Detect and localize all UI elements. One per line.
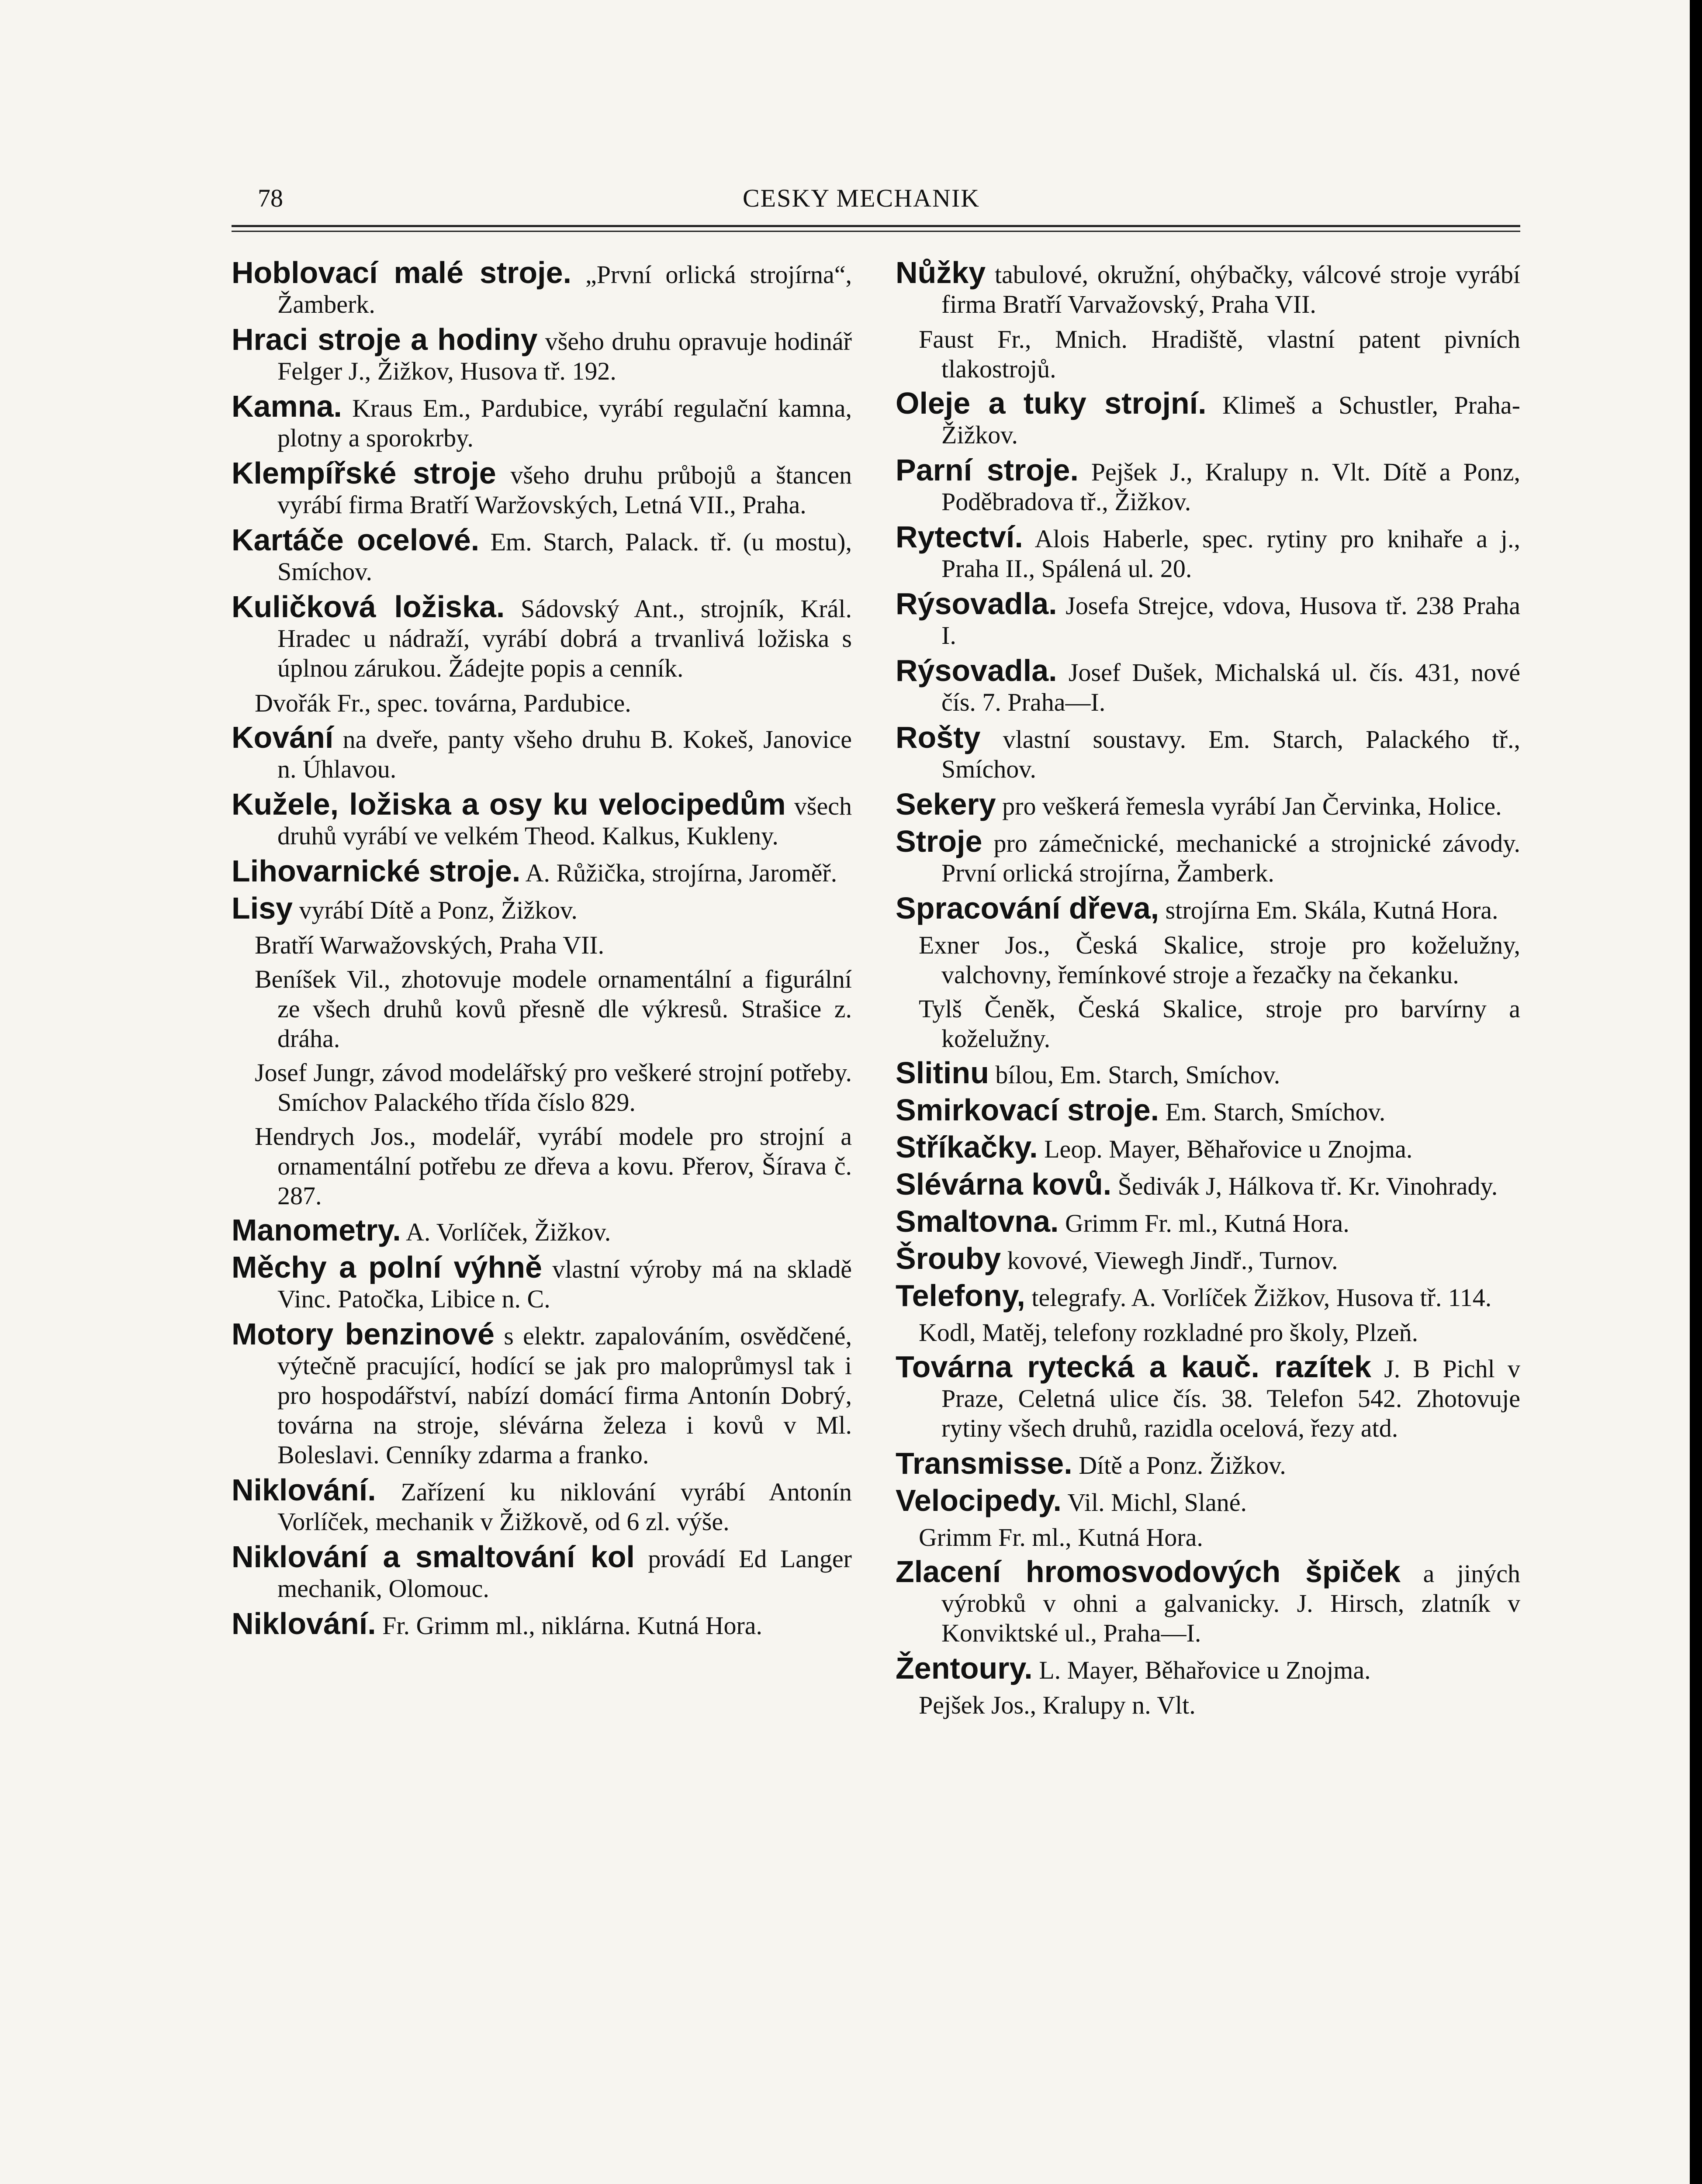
left-column	[232, 258, 852, 1646]
entry-text: Dvořák Fr., spec. továrna, Pardubice.	[255, 689, 631, 717]
entry-text: Hendrych Jos., modelář, vyrábí modele pro strojní a ornamentální potřebu ze dřeva a kovu. Přerov, Šírava č. 287.	[255, 1122, 852, 1210]
directory-entry	[232, 391, 852, 453]
entry-keyword: Rytectví.	[896, 520, 1023, 554]
entry-keyword: Rošty	[896, 720, 981, 754]
entry-text: provádí Ed Langer mechanik, Olomouc.	[277, 1545, 852, 1603]
entry-text: Josefa Strejce, vdova, Husova tř. 238 Praha I.	[941, 591, 1520, 650]
entry-keyword: Zlacení hromosvodových špiček	[896, 1555, 1401, 1589]
directory-entry	[232, 525, 852, 587]
directory-sub-entry	[232, 964, 852, 1054]
entry-keyword: Smirkovací stroje.	[896, 1093, 1159, 1127]
directory-sub-entry	[232, 688, 852, 718]
entry-text: Pejšek Jos., Kralupy n. Vlt.	[919, 1691, 1196, 1719]
entry-text: vlastní výroby má na skladě Vinc. Patočka, Libice n. C.	[277, 1255, 852, 1313]
entry-text: vyrábí Dítě a Ponz, Žižkov.	[293, 896, 578, 924]
directory-entry	[232, 1215, 852, 1247]
directory-entry	[896, 789, 1520, 821]
header-rule	[232, 225, 1520, 227]
directory-entry	[896, 826, 1520, 888]
entry-text: „První orlická strojírna“, Žamberk.	[277, 260, 852, 318]
entry-text: Zařízení ku niklování vyrábí Antonín Vorlíček, mechanik v Žižkově, od 6 zl. výše.	[277, 1478, 852, 1536]
entry-keyword: Stroje	[896, 824, 982, 858]
entry-text: pro zámečnické, mechanické a strojnické závody. První orlická strojírna, Žamberk.	[941, 829, 1520, 887]
directory-sub-entry	[896, 325, 1520, 384]
directory-entry	[232, 722, 852, 784]
header-rule-thin	[232, 231, 1520, 232]
entry-text: Grimm Fr. ml., Kutná Hora.	[1059, 1209, 1349, 1237]
entry-keyword: Velocipedy.	[896, 1483, 1062, 1517]
entry-keyword: Niklování.	[232, 1473, 376, 1507]
entry-text: Pejšek J., Kralupy n. Vlt. Dítě a Ponz, Poděbradova tř., Žižkov.	[941, 458, 1520, 516]
directory-sub-entry	[232, 1122, 852, 1211]
page-header	[232, 183, 1520, 218]
entry-text: Em. Starch, Palack. tř. (u mostu), Smíchov.	[277, 528, 852, 586]
directory-entry	[896, 1448, 1520, 1480]
directory-sub-entry	[232, 1058, 852, 1117]
entry-text: tabulové, okružní, ohýbačky, válcové stroje vyrábí firma Bratří Varvažovský, Praha VII.	[941, 260, 1520, 318]
entry-keyword: Kužele, ložiska a osy ku velocipedům	[232, 787, 786, 821]
entry-keyword: Slévárna kovů.	[896, 1167, 1112, 1201]
page-number: 78	[258, 184, 283, 212]
directory-entry	[896, 1169, 1520, 1201]
directory-entry	[232, 458, 852, 520]
entry-text: Vil. Michl, Slané.	[1061, 1488, 1247, 1517]
directory-entry	[232, 1252, 852, 1314]
entry-keyword: Hoblovací malé stroje.	[232, 256, 572, 290]
entry-keyword: Sekery	[896, 787, 996, 821]
entry-text: Dítě a Ponz. Žižkov.	[1072, 1451, 1286, 1479]
directory-entry	[896, 1352, 1520, 1443]
entry-keyword: Manometry.	[232, 1213, 401, 1247]
entry-text: strojírna Em. Skála, Kutná Hora.	[1159, 896, 1498, 924]
directory-entry	[896, 258, 1520, 319]
entry-text: vlastní soustavy. Em. Starch, Palackého tř., Smíchov.	[941, 725, 1520, 783]
entry-text: Bratří Warwažovských, Praha VII.	[255, 931, 605, 959]
directory-entry	[896, 653, 1520, 717]
entry-keyword: Klempířské stroje	[232, 456, 496, 490]
entry-keyword: Nůžky	[896, 256, 986, 290]
entry-text: a jiných výrobků v ohni a galvanicky. J. Hirsch, zlatník v Konviktské ul., Praha—I.	[941, 1559, 1521, 1647]
entry-text: kovové, Viewegh Jindř., Turnov.	[1001, 1246, 1338, 1275]
entry-text: telegrafy. A. Vorlíček Žižkov, Husova tř. 114.	[1025, 1283, 1492, 1312]
directory-entry	[896, 893, 1520, 925]
directory-sub-entry	[896, 1318, 1520, 1348]
entry-keyword: Parní stroje.	[896, 453, 1079, 487]
directory-entry	[232, 789, 852, 851]
entry-keyword: Stříkačky.	[896, 1130, 1038, 1164]
entry-keyword: Kartáče ocelové.	[232, 523, 480, 557]
entry-text: Faust Fr., Mnich. Hradiště, vlastní patent pivních tlakostrojů.	[919, 325, 1520, 383]
entry-text: Kraus Em., Pardubice, vyrábí regulační kamna, plotny a sporokrby.	[277, 394, 852, 452]
entry-keyword: Rýsovadla.	[896, 587, 1057, 621]
directory-entry	[896, 1058, 1520, 1090]
directory-entry	[896, 388, 1520, 450]
entry-text: Klimeš a Schustler, Praha-Žižkov.	[941, 391, 1520, 449]
entry-keyword: Niklování.	[232, 1607, 376, 1641]
directory-entry	[232, 322, 852, 386]
directory-entry	[232, 1609, 852, 1641]
right-column	[896, 258, 1520, 1724]
entry-keyword: Transmisse.	[896, 1446, 1072, 1480]
directory-sub-entry	[896, 930, 1520, 990]
entry-keyword: Niklování a smaltování kol	[232, 1540, 635, 1574]
directory-entry	[896, 1241, 1520, 1275]
directory-sub-entry	[896, 1523, 1520, 1552]
directory-entry	[896, 1483, 1520, 1517]
directory-entry	[896, 1206, 1520, 1238]
entry-keyword: Slitinu	[896, 1056, 989, 1090]
directory-entry	[232, 856, 852, 888]
directory-entry	[896, 1281, 1520, 1313]
directory-entry	[232, 1475, 852, 1537]
entry-keyword: Motory benzinové	[232, 1317, 495, 1351]
entry-keyword: Spracování dřeva,	[896, 891, 1159, 925]
entry-text: A. Růžička, strojírna, Jaroměř.	[520, 859, 837, 887]
entry-text: Em. Starch, Smíchov.	[1159, 1098, 1386, 1126]
entry-text: Šedivák J, Hálkova tř. Kr. Vinohrady.	[1111, 1172, 1498, 1200]
entry-text: pro veškerá řemesla vyrábí Jan Červinka, Holice.	[996, 792, 1502, 820]
directory-entry	[896, 589, 1520, 650]
entry-keyword: Lihovarnické stroje.	[232, 854, 521, 888]
entry-keyword: Měchy a polní výhně	[232, 1250, 542, 1284]
entry-keyword: Kuličková ložiska.	[232, 590, 505, 624]
directory-entry	[232, 893, 852, 925]
directory-sub-entry	[232, 930, 852, 960]
entry-text: s elektr. zapalováním, osvědčené, výtečně pracující, hodící se jak pro maloprůmysl tak i pro hospodářství, nabízí domácí firma Antonín Dobrý, továrna na stroje, slévárna železa i kovů v Ml. Boleslavi. Cenníky zdarma a franko.	[277, 1322, 852, 1469]
directory-sub-entry	[896, 994, 1520, 1054]
entry-keyword: Lisy	[232, 891, 293, 925]
entry-text: Beníšek Vil., zhotovuje modele ornamentální a figurální ze všech druhů kovů přesně dle výkresů. Strašice z. dráha.	[255, 965, 852, 1053]
directory-entry	[896, 522, 1520, 584]
directory-sub-entry	[896, 1690, 1520, 1720]
entry-keyword: Žentoury.	[896, 1651, 1033, 1685]
directory-entry	[896, 722, 1520, 784]
entry-text: A. Vorlíček, Žižkov.	[401, 1218, 611, 1246]
directory-entry	[232, 258, 852, 319]
entry-text: Alois Haberle, spec. rytiny pro knihaře a j., Praha II., Spálená ul. 20.	[941, 525, 1520, 583]
entry-keyword: Kování	[232, 720, 334, 754]
entry-keyword: Oleje a tuky strojní.	[896, 386, 1207, 420]
entry-keyword: Šrouby	[896, 1241, 1001, 1275]
entry-text: Exner Jos., Česká Skalice, stroje pro koželužny, valchovny, řemínkové stroje a řezačky na čekanku.	[919, 931, 1520, 989]
scan-edge	[1690, 0, 1702, 2184]
entry-text: Josef Dušek, Michalská ul. čís. 431, nové čís. 7. Praha—I.	[941, 658, 1520, 716]
entry-text: Sádovský Ant., strojník, Král. Hradec u nádraží, vyrábí dobrá a trvanlivá ložiska s úplnou zárukou. Žádejte popis a cenník.	[277, 594, 852, 682]
entry-text: všeho druhu průbojů a štancen vyrábí firma Bratří Waržovských, Letná VII., Praha.	[277, 461, 852, 519]
entry-keyword: Rýsovadla.	[896, 653, 1057, 688]
entry-keyword: Kamna.	[232, 389, 342, 423]
entry-text: Tylš Čeněk, Česká Skalice, stroje pro barvírny a koželužny.	[919, 995, 1520, 1053]
entry-text: L. Mayer, Běhařovice u Znojma.	[1032, 1656, 1371, 1684]
entry-text: Leop. Mayer, Běhařovice u Znojma.	[1038, 1135, 1413, 1163]
entry-keyword: Hraci stroje a hodiny	[232, 322, 538, 356]
directory-entry	[896, 1132, 1520, 1164]
directory-entry	[896, 1653, 1520, 1685]
entry-text: Kodl, Matěj, telefony rozkladné pro školy, Plzeň.	[919, 1318, 1418, 1347]
entry-keyword: Smaltovna.	[896, 1204, 1059, 1238]
directory-entry	[232, 592, 852, 683]
entry-text: Josef Jungr, závod modelářský pro veškeré strojní potřeby. Smíchov Palackého třída číslo 829.	[255, 1058, 852, 1116]
directory-entry	[896, 455, 1520, 517]
directory-entry	[232, 1542, 852, 1603]
entry-text: na dveře, panty všeho druhu B. Kokeš, Janovice n. Úhlavou.	[277, 725, 852, 783]
entry-text: Grimm Fr. ml., Kutná Hora.	[919, 1523, 1203, 1552]
entry-text: bílou, Em. Starch, Smíchov.	[989, 1061, 1280, 1089]
directory-entry	[896, 1557, 1520, 1648]
directory-entry	[896, 1095, 1520, 1127]
running-title: CESKY MECHANIK	[743, 184, 980, 212]
entry-keyword: Továrna rytecká a kauč. razítek	[896, 1350, 1371, 1384]
entry-text: všech druhů vyrábí ve velkém Theod. Kalkus, Kukleny.	[277, 792, 852, 850]
entry-keyword: Telefony,	[896, 1279, 1025, 1313]
entry-text: J. B Pichl v Praze, Celetná ulice čís. 38. Telefon 542. Zhotovuje rytiny všech druhů, razidla ocelová, řezy atd.	[941, 1355, 1520, 1442]
entry-text: Fr. Grimm ml., niklárna. Kutná Hora.	[376, 1611, 763, 1640]
entry-text: všeho druhu opravuje hodinář Felger J., Žižkov, Husova tř. 192.	[277, 327, 852, 385]
directory-entry	[232, 1319, 852, 1470]
